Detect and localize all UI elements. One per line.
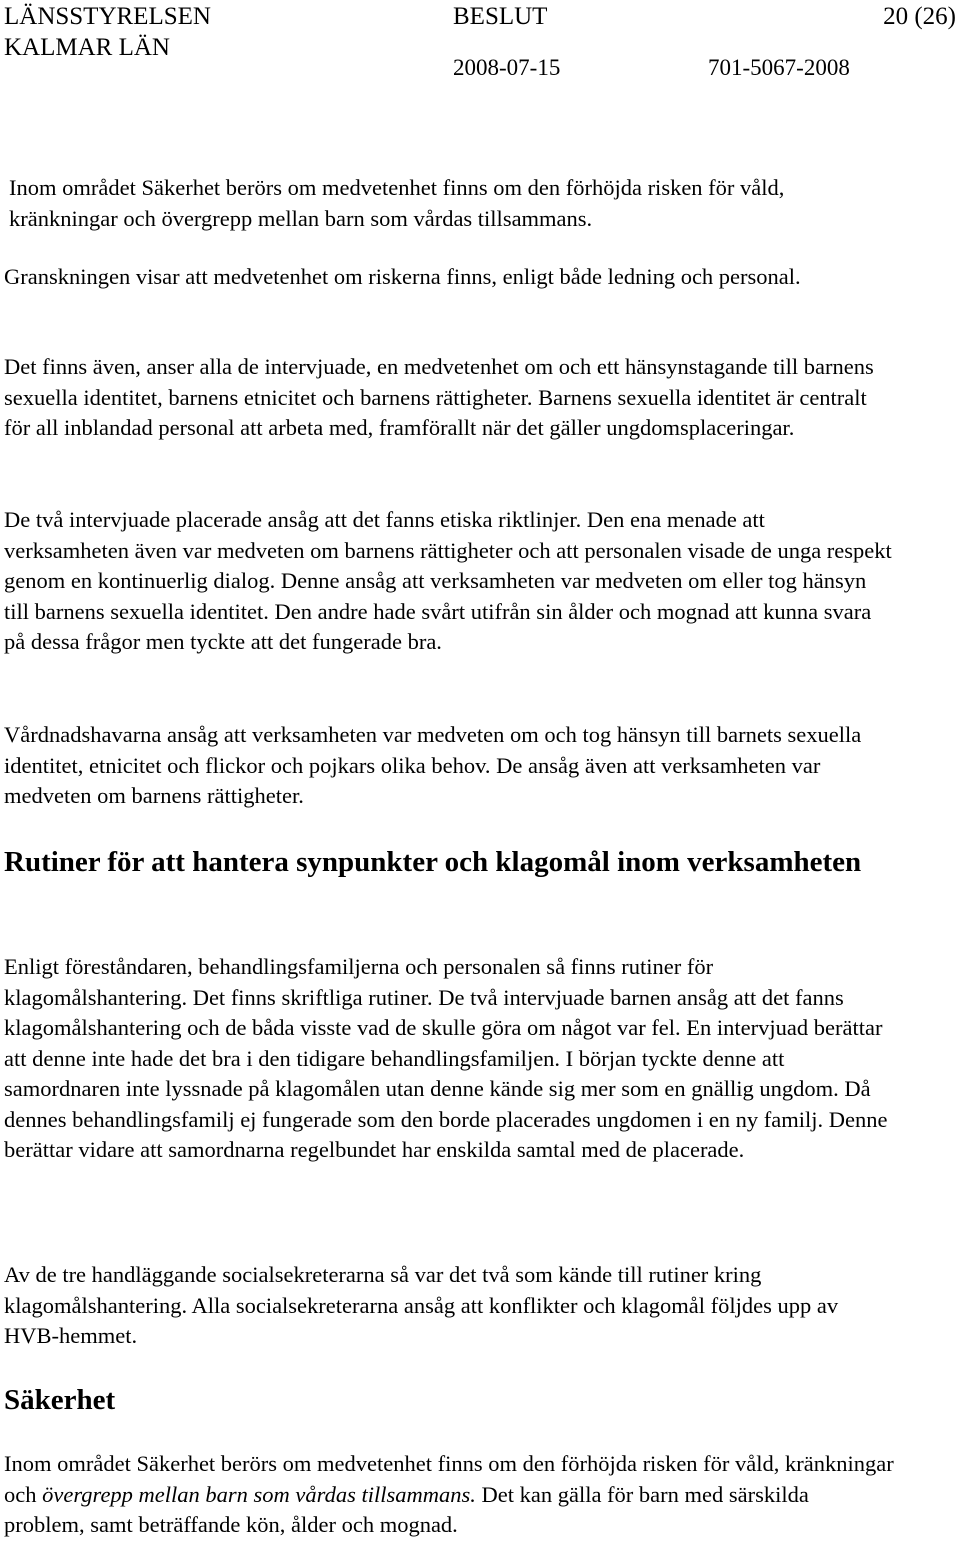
header-reference: 701-5067-2008	[708, 55, 850, 80]
header-date: 2008-07-15	[453, 55, 561, 80]
header-page-number: 20 (26)	[883, 3, 956, 30]
section-heading-safety: Säkerhet	[4, 1384, 116, 1416]
paragraph-4: De två intervjuade placerade ansåg att det fanns etiska riktlinjer. Den ena menade att verksamheten även var medveten om barnens rättigheter och att personalen visade de unga respekt genom en kontinuerlig dialog. Denne ansåg att verksamheten var medveten om eller tog hänsyn till barnens sexuella identitet. Den andre hade svårt utifrån sin ålder och mognad att kunna svara på dessa frågor men tyckte att det fungerade bra.	[4, 507, 892, 654]
paragraph-8-end: Det kan gälla för barn med särskilda problem, samt beträffande kön, ålder och mognad.	[4, 1481, 809, 1537]
paragraph-8	[4, 1449, 894, 1541]
paragraph-3: Det finns även, anser alla de intervjuade, en medvetenhet om och ett hänsynstagande till barnens sexuella identitet, barnens etnicitet och barnens rättigheter. Barnens sexuella identitet är centralt för all inblandad personal att arbeta med, framförallt när det gäller ungdomsplaceringar.	[4, 354, 874, 440]
paragraph-6: Enligt föreståndaren, behandlingsfamiljerna och personalen så finns rutiner för klagomålshantering. Det finns skriftliga rutiner. De två intervjuade barnen ansåg att det fanns klagomålshantering och de båda visste vad de skulle göra om något var fel. En intervjuad berättar att denne inte hade det bra i den tidigare behandlingsfamiljen. I början tyckte denne att samordnaren inte lyssnade på klagomålen utan denne kände sig mer som en gnällig ungdom. Då dennes behandlingsfamilj ej fungerade som den borde placerades ungdomen i en ny familj. Denne berättar vidare att samordnarna regelbundet har enskilda samtal med de placerade.	[4, 954, 888, 1162]
paragraph-8-start: Inom området Säkerhet berörs om medvetenhet finns om den förhöjda risken för våld, kränkningar och	[4, 1451, 894, 1507]
paragraph-7: Av de tre handläggande socialsekreterarna så var det två som kände till rutiner kring klagomålshantering. Alla socialsekreterarna ansåg att konflikter och klagomål följdes upp av HVB-hemmet.	[4, 1262, 839, 1348]
header-org-line1: LÄNSSTYRELSEN	[4, 3, 211, 30]
paragraph-1: Inom området Säkerhet berörs om medvetenhet finns om den förhöjda risken för våld, kränkningar och övergrepp mellan barn som vårdas tillsammans.	[9, 175, 785, 231]
header-doc-type: BESLUT	[453, 3, 548, 30]
paragraph-8-italic: övergrepp mellan barn som vårdas tillsammans.	[42, 1481, 476, 1507]
header-org-line2: KALMAR LÄN	[4, 34, 170, 61]
paragraph-5: Vårdnadshavarna ansåg att verksamheten var medveten om och tog hänsyn till barnets sexuella identitet, etnicitet och flickor och pojkars olika behov. De ansåg även att verksamheten var medveten om barnens rättigheter.	[4, 722, 862, 808]
paragraph-2: Granskningen visar att medvetenhet om riskerna finns, enligt både ledning och personal.	[4, 264, 801, 289]
section-heading-complaints: Rutiner för att hantera synpunkter och klagomål inom verksamheten	[4, 846, 862, 878]
